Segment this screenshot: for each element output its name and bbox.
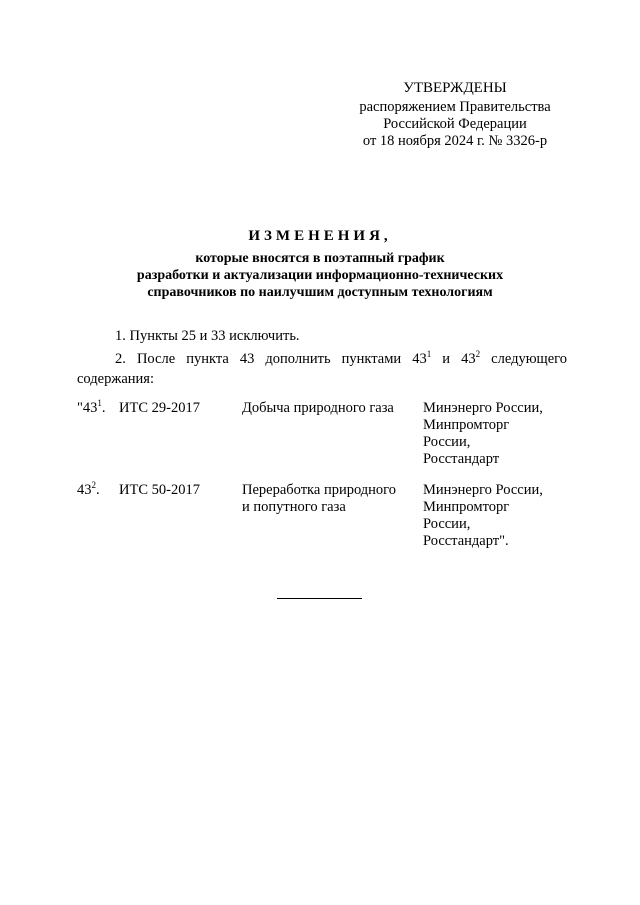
- approval-block: [340, 80, 570, 150]
- row-organizations: [423, 400, 573, 468]
- row-number: [77, 400, 117, 417]
- row-name-line: Переработка природного: [242, 482, 397, 498]
- row-org-line: Росстандарт: [423, 451, 500, 467]
- row-org-line: Минпромторг: [423, 417, 510, 433]
- row-code: ИТС 29-2017: [119, 400, 200, 416]
- paragraph-2-text: 2. После пункта 43 дополнить пунктами 43: [115, 351, 427, 367]
- paragraph-2: [77, 349, 567, 389]
- approval-line: Российской Федерации: [383, 116, 527, 132]
- superscript: 1: [97, 398, 102, 409]
- superscript: 2: [475, 349, 481, 360]
- paragraph-2-text: и 43: [431, 351, 476, 367]
- row-number-suffix: .: [101, 400, 106, 416]
- row-name-line: и попутного газа: [242, 499, 346, 515]
- row-org-line: Минэнерго России,: [423, 400, 543, 416]
- row-number-suffix: .: [96, 482, 100, 498]
- superscript: 1: [426, 349, 432, 360]
- row-name: [242, 482, 417, 516]
- approval-line: распоряжением Правительства: [359, 99, 551, 115]
- row-org-line: Минэнерго России,: [423, 482, 543, 498]
- end-divider: [277, 598, 362, 599]
- paragraph-2-text: следующего содержания:: [77, 351, 567, 387]
- row-organizations: [423, 482, 573, 550]
- row-code: ИТС 50-2017: [119, 482, 200, 498]
- superscript: 2: [91, 480, 96, 491]
- row-number-text: "43: [77, 400, 98, 416]
- subtitle-line: которые вносятся в поэтапный график: [195, 251, 445, 266]
- row-number: [77, 482, 117, 499]
- subtitle-line: разработки и актуализации информационно-технических: [136, 268, 504, 283]
- subtitle-line: справочников по наилучшим доступным технологиям: [147, 285, 493, 300]
- approval-heading: УТВЕРЖДЕНЫ: [403, 80, 507, 96]
- row-org-line: Минпромторг: [423, 499, 510, 515]
- row-name: [242, 400, 417, 417]
- row-org-line: России,: [423, 434, 471, 450]
- row-org-line: Росстандарт".: [423, 533, 509, 549]
- row-number-text: 43: [77, 482, 92, 498]
- document-title: ИЗМЕНЕНИЯ,: [248, 228, 392, 244]
- approval-date-line: от 18 ноября 2024 г. № 3326-р: [362, 133, 548, 149]
- row-org-line: России,: [423, 516, 471, 532]
- document-subtitle: [80, 250, 560, 301]
- row-name-line: Добыча природного газа: [242, 400, 394, 416]
- paragraph-1: 1. Пункты 25 и 33 исключить.: [115, 328, 300, 344]
